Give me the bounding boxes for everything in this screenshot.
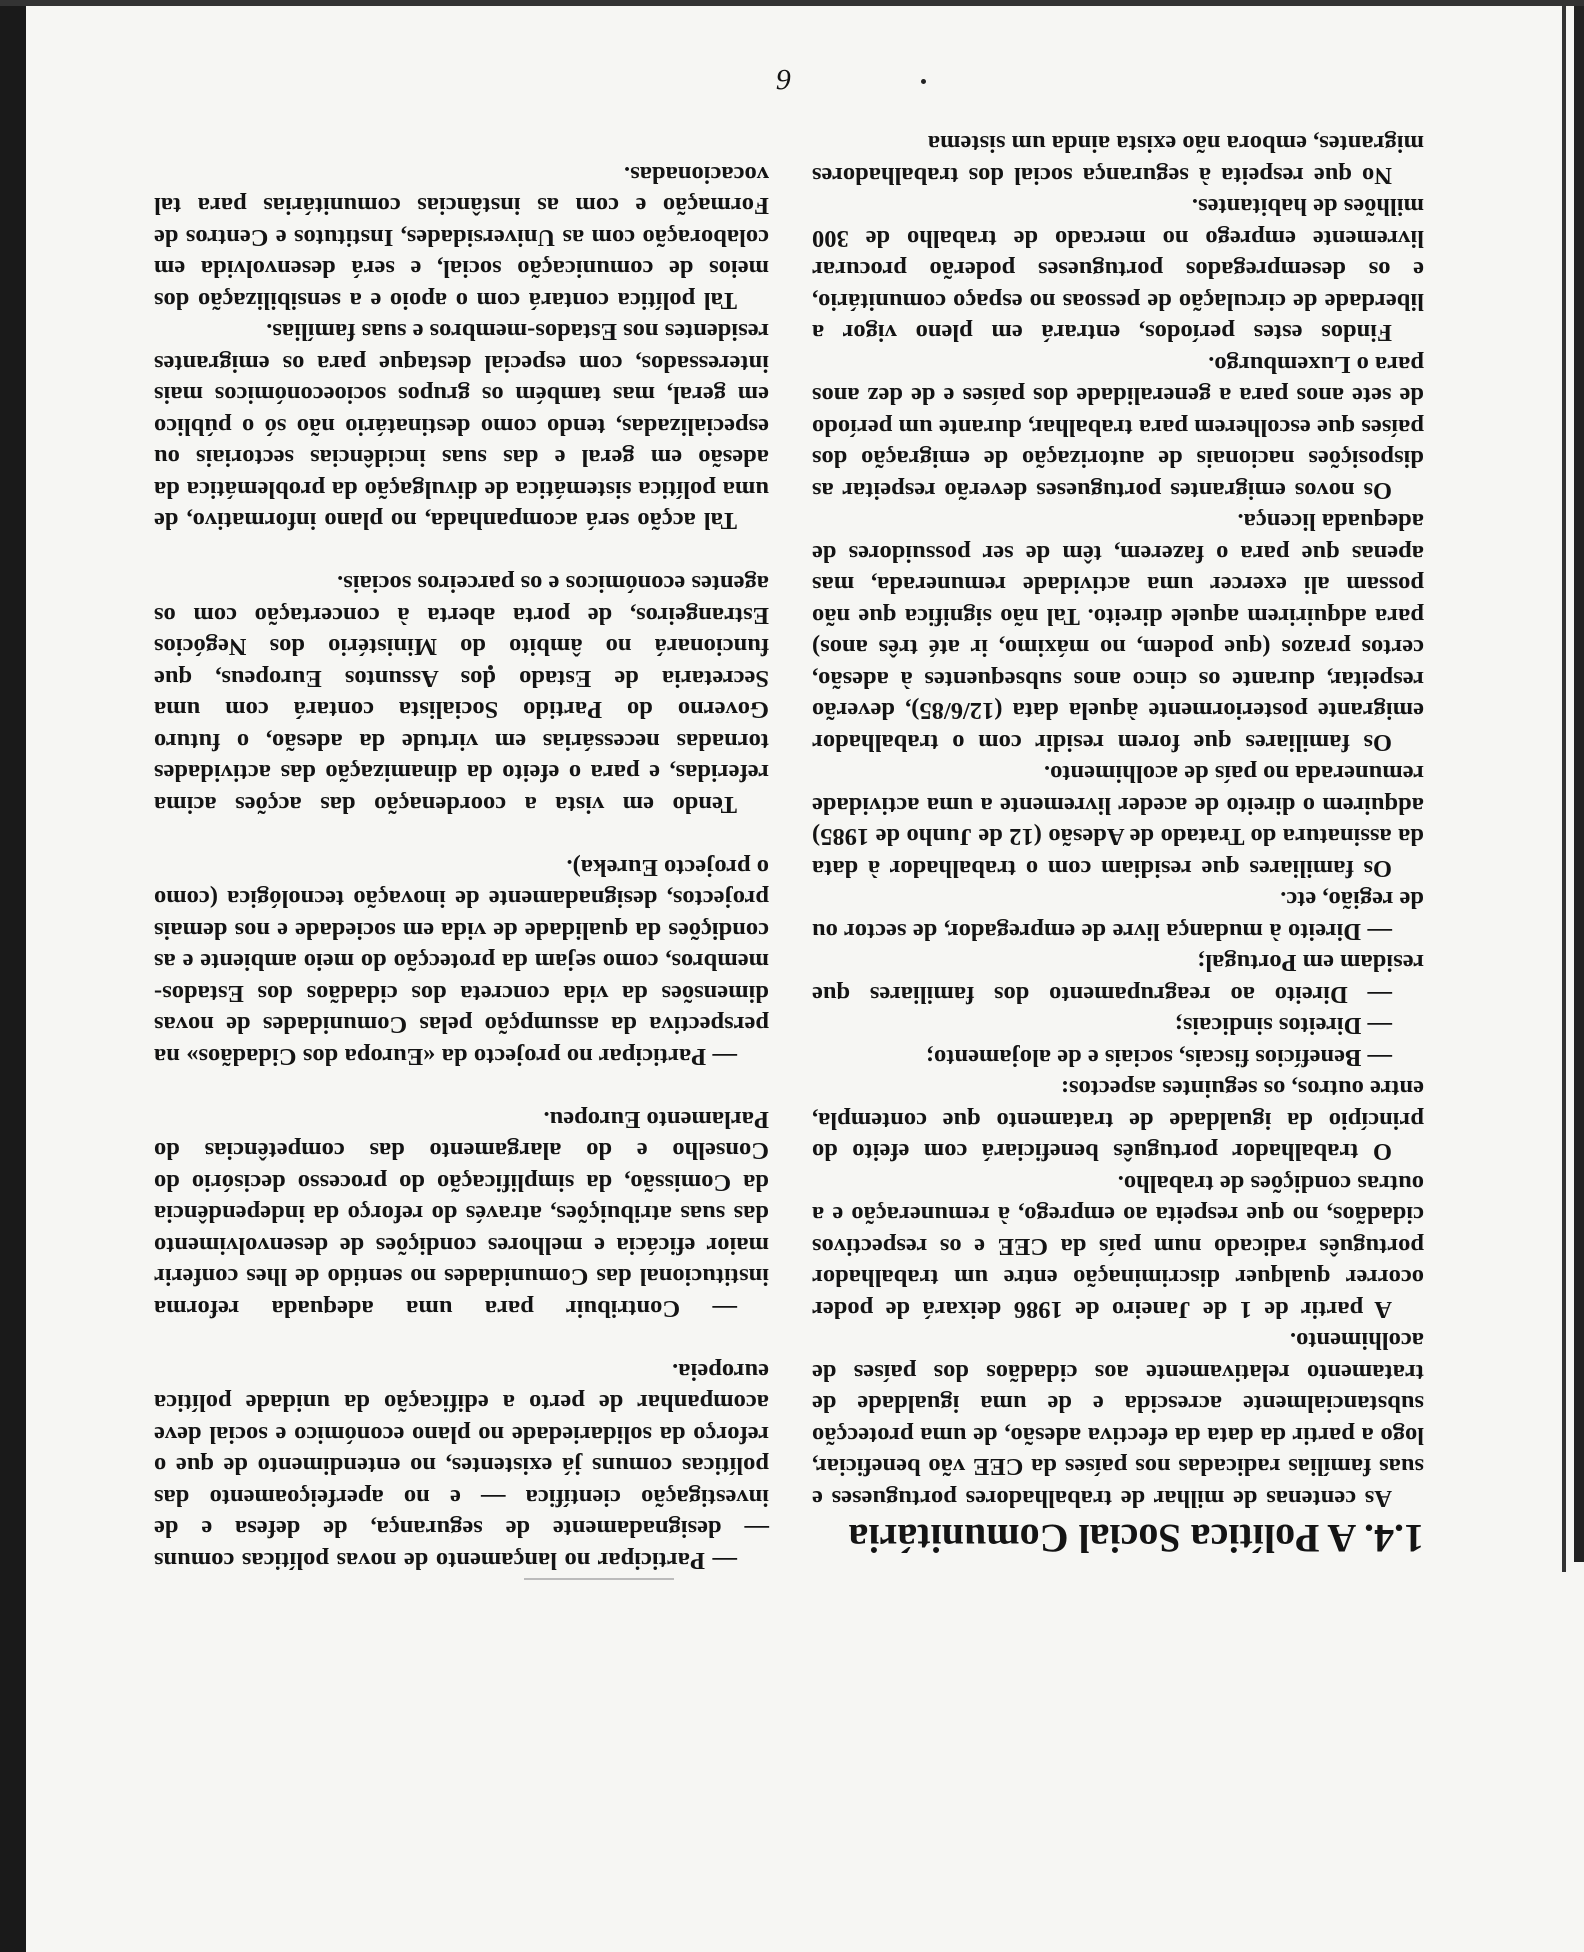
paragraph: Os novos emigrantes portugueses deverão respeitar as disposições nacionais de autorização de emigração dos países que escolherem para trabalhar, durante um período de sete anos para a generalidade dos países e de dez anos para o Luxemburgo. bbox=[812, 351, 1424, 504]
spacer bbox=[154, 1072, 769, 1104]
list-item: — Participar no projecto da «Europa dos Cidadãos» na perspectiva da assumpção pelas Comunidades de novas dimensões da vida concreta dos cidadãos dos Estados-membros, como sejam da protecção do meio ambiente e as condições da qualidade de vida em sociedade e nos demais projectos, designadamente de inovação tecnológica (como o projecto Eureka). bbox=[154, 854, 769, 1070]
list-item: — Direito à mudança livre de empregador, de sector ou de região, etc. bbox=[812, 886, 1424, 945]
list-item: — Contribuir para uma adequada reforma institucional das Comunidades no sentido de lhes conferir maior eficácia e melhores condições de desenvolvimento das suas atribuições, através do reforço da independência da Comissão, da simplificação do processo decisório do Conselho e do alargamento das competências do Parlamento Europeu. bbox=[154, 1106, 769, 1322]
paragraph: A partir de 1 de Janeiro de 1986 deixará de poder ocorrer qualquer discriminação entre um trabalhador português radicado num país da CEE e os respectivos cidadãos, no que respeita ao emprego, à remuneração e a outras condições de trabalho. bbox=[812, 1170, 1424, 1323]
list-item: — Participar no lançamento de novas políticas comuns — designadamente de segurança, de defesa e de investigação científica — e no aperfeiçoamento das políticas comuns já existentes, no entendimento de que o reforço da solidariedade no plano económico e social deve acompanhar de perto a edificação da unidade política europeia. bbox=[154, 1358, 769, 1574]
paragraph: Os familiares que forem residir com o trabalhador emigrante posteriormente àquela data (12/6/85), deverão respeitar, durante os cinco anos subsequentes à adesão, certos prazos (que podem, no máximo, ir até três anos) para adquirirem aquele direito. Tal não significa que não possam ali exercer uma actividade remunerada, mas apenas que para o fazerem, têm de ser possuidores de adequada licença. bbox=[812, 508, 1424, 756]
paragraph: Findos estes períodos, entrará em pleno vigor a liberdade de circulação de pessoas no espaço comunitário, e os desempregados portugueses poderão procurar livremente emprego no mercado de trabalho de 300 milhões de habitantes. bbox=[812, 193, 1424, 347]
list-item: — Direito ao reagrupamento dos familiares que residam em Portugal; bbox=[812, 949, 1424, 1008]
paragraph: Os familiares que residiam com o trabalhador à data da assinatura do Tratado de Adesão (12 de Junho de 1985) adquirem o direito de aceder livremente a uma actividade remunerada no país de acolhimento. bbox=[812, 760, 1424, 882]
paragraph: Tal política contará com o apoio e a sensibilização dos meios de comunicação social, e será desenvolvida em colaboração com as Universidades, Institutos e Centros de Formação e com as instâncias comunitárias para tal vocacionadas. bbox=[154, 161, 769, 314]
text-column-right bbox=[154, 0, 769, 1952]
scan-edge-line bbox=[1562, 2, 1566, 1572]
paragraph: No que respeita à segurança social dos trabalhadores migrantes, embora não exista ainda um sistema bbox=[812, 130, 1424, 189]
paragraph: Tal acção será acompanhada, no plano informativo, de uma política sistemática de divulgação da problemática da adesão em geral e das suas incidências sectoriais ou especializadas, tendo como destinatário não só o público em geral, mas também os grupos socioeconómicos mais interessados, com especial destaque para os emigrantes residentes nos Estados-membros e suas famílias. bbox=[154, 318, 769, 535]
scan-edge-shadow-left bbox=[1574, 2, 1584, 1562]
spacer bbox=[154, 820, 769, 852]
page-number: 6 bbox=[776, 63, 792, 96]
text-column-left bbox=[812, 0, 1424, 1952]
spacer bbox=[154, 1324, 769, 1356]
section-title: 1.4. A Política Social Comunitária bbox=[848, 1516, 1424, 1561]
paragraph: O trabalhador português beneficiará com efeito do princípio da igualdade de tratamento que contempla, entre outros, os seguintes aspectos: bbox=[812, 1075, 1424, 1166]
paragraph: Tendo em vista a coordenação das acções acima referidas, e para o efeito da dinamização das actividades tornadas necessárias em virtude da adesão, o futuro Governo do Partido Socialista contará com uma Secretaria de Estado dos Assuntos Europeus, que funcionará no âmbito do Ministério dos Negócios Estrangeiros, de porta aberta à concertação com os agentes económicos e os parceiros sociais. bbox=[154, 570, 769, 818]
list-item: — Direitos sindicais; bbox=[1174, 1012, 1392, 1040]
scan-edge-shadow bbox=[0, 0, 26, 1952]
list-item: — Benefícios fiscais, sociais e de alojamento; bbox=[925, 1044, 1392, 1071]
paragraph: As centenas de milhar de trabalhadores portugueses e suas famílias radicadas nos países da CEE vão beneficiar, logo a partir da data da efectiva adesão, de uma protecção substancialmente acrescida e de uma igualdade de tratamento relativamente aos cidadãos dos países de acolhimento. bbox=[812, 1327, 1424, 1512]
spacer bbox=[154, 537, 769, 569]
